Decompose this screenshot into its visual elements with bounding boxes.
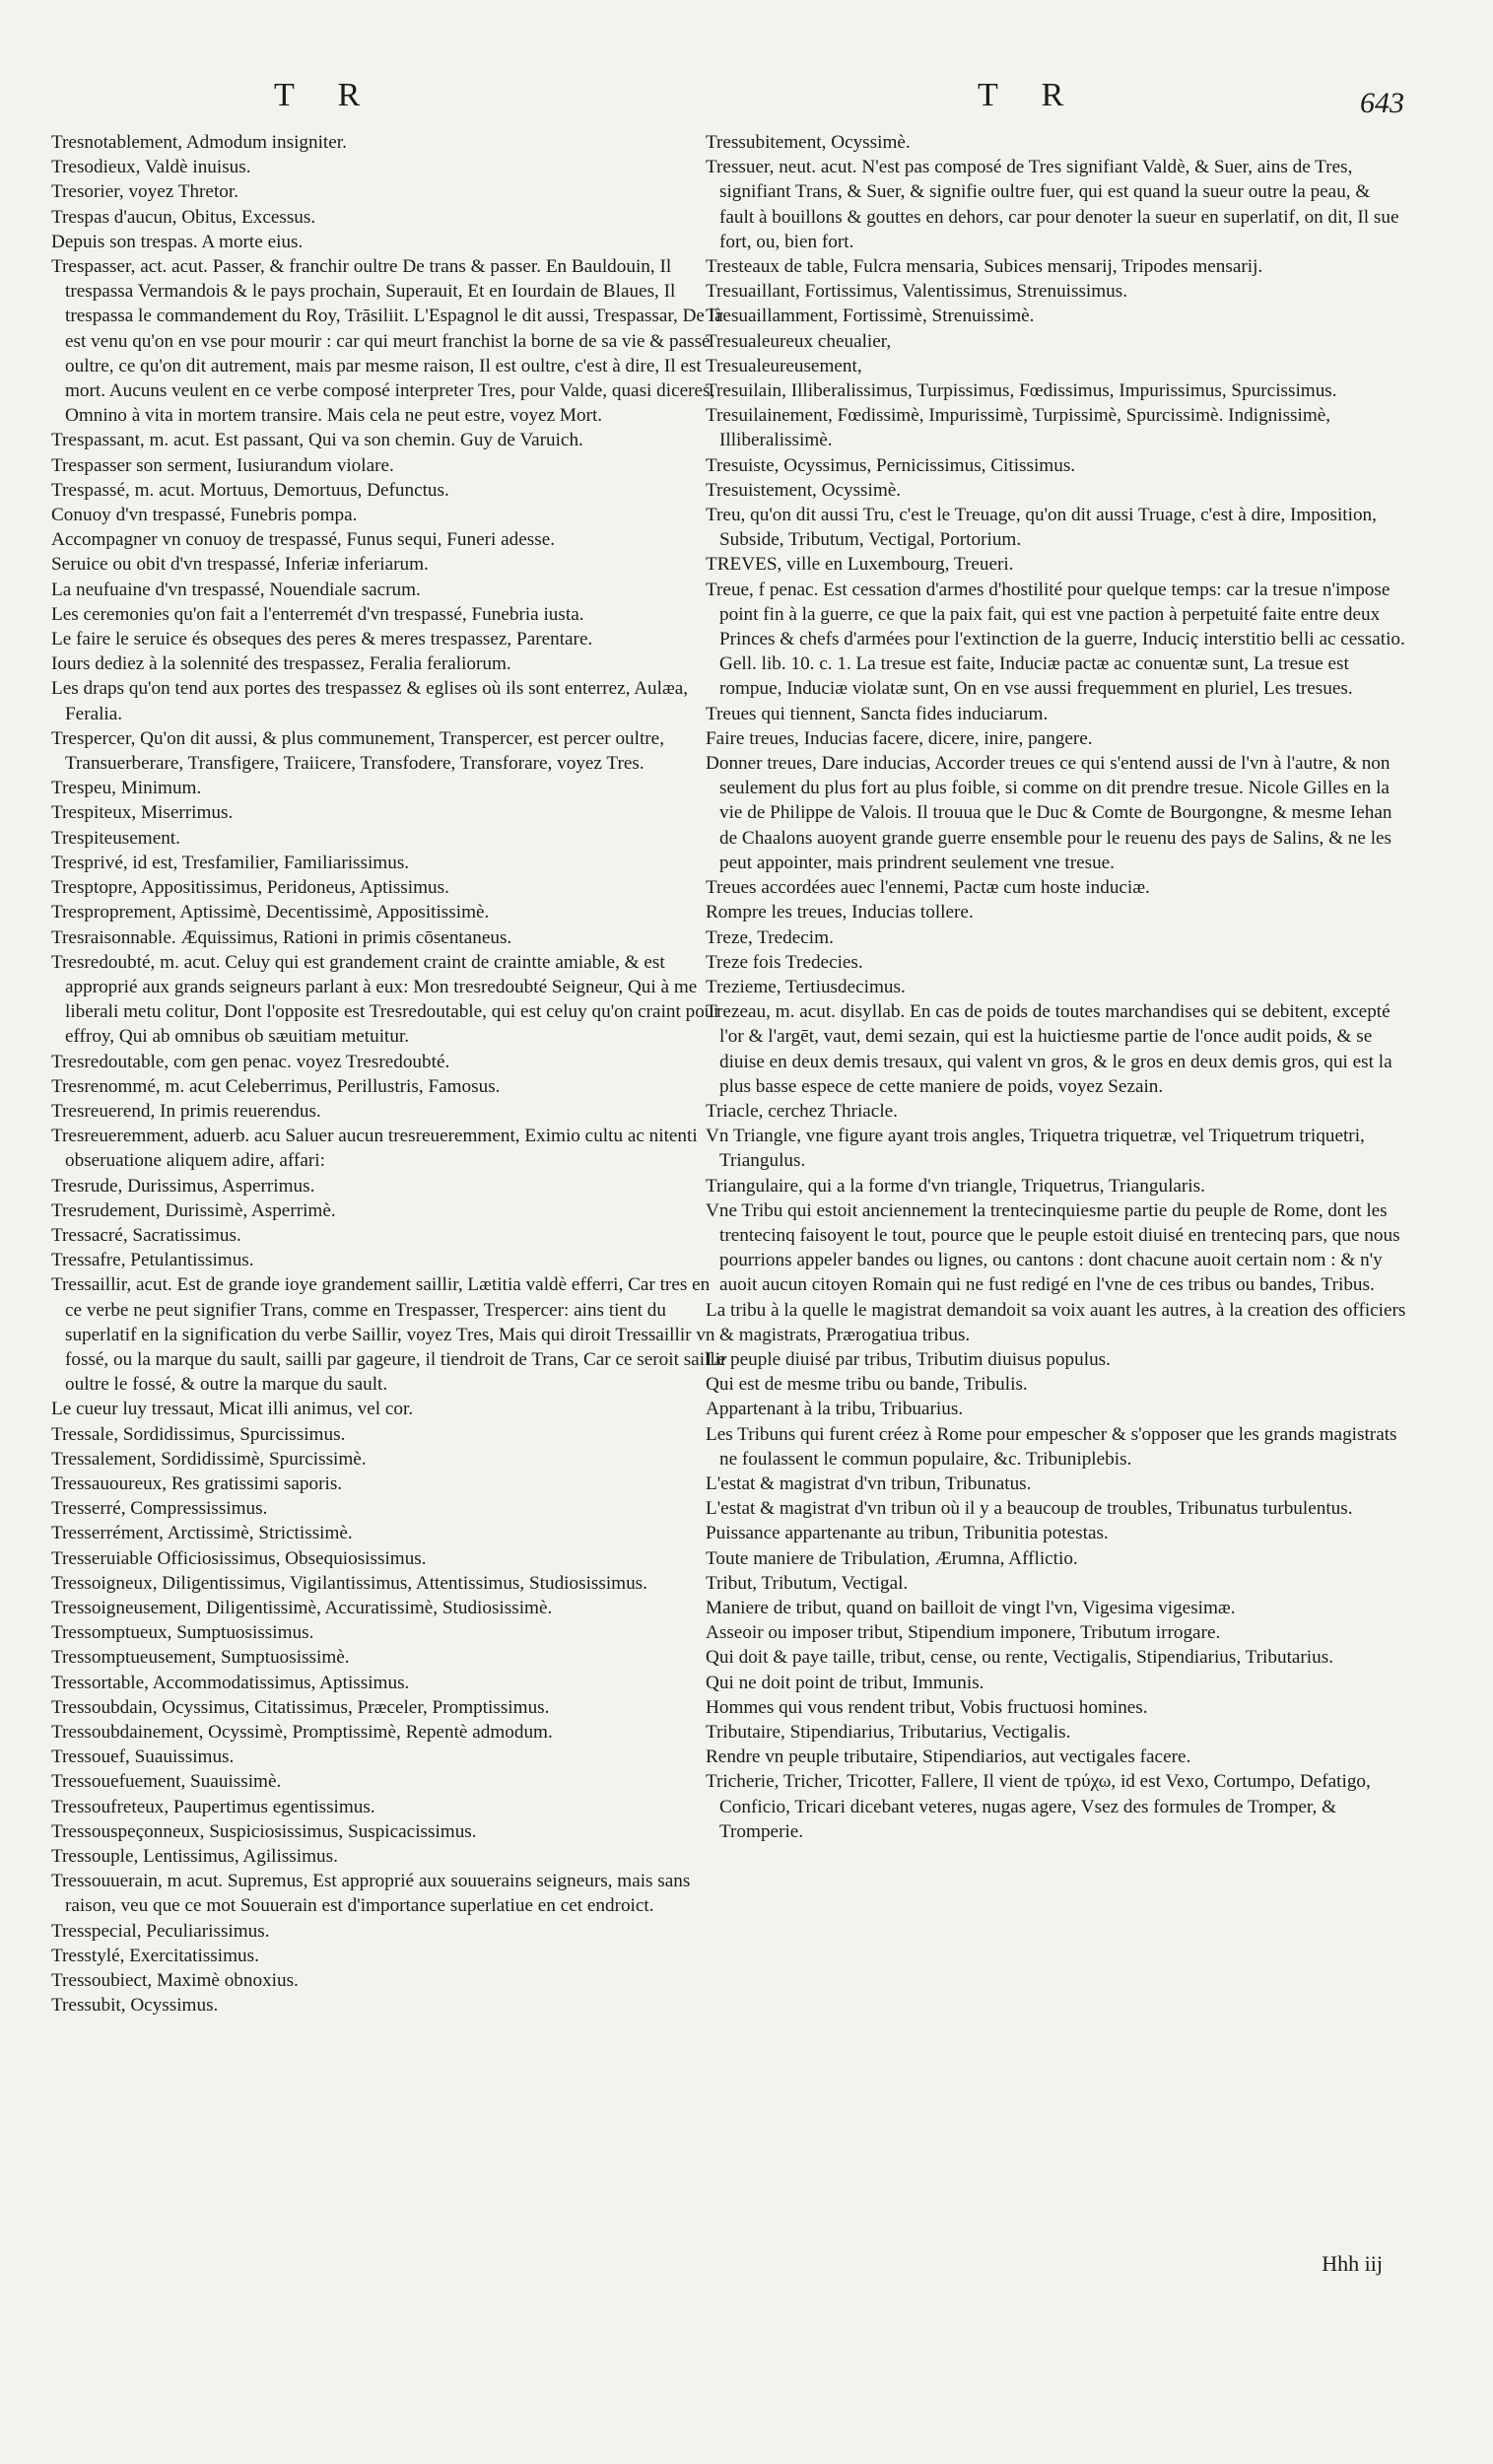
dictionary-entry	[706, 279, 1407, 304]
dictionary-entry	[51, 1447, 731, 1472]
dictionary-entry	[51, 130, 731, 155]
entry-text: Tressauoureux, Res gratissimi saporis.	[51, 1472, 343, 1494]
dictionary-entry	[706, 1174, 1407, 1198]
entry-text: Depuis son trespas. A morte eius.	[51, 231, 304, 252]
entry-text: Tresreuerend, In primis reuerendus.	[51, 1100, 321, 1122]
entry-text: Tresstylé, Exercitatissimus.	[51, 1945, 259, 1966]
entry-text: Tresreueremment, aduerb. acu Saluer aucun tresreueremment, Eximio cultu ac nitenti obseruatione aliquem adire, affari:	[51, 1126, 698, 1172]
dictionary-entry	[51, 503, 731, 527]
dictionary-entry	[51, 1993, 731, 2018]
dictionary-entry	[706, 1620, 1407, 1645]
dictionary-entry	[51, 1472, 731, 1496]
entry-text: Trespeu, Minimum.	[51, 778, 202, 799]
dictionary-entry	[51, 1223, 731, 1248]
dictionary-entry	[706, 1521, 1407, 1545]
entry-text: TREVES, ville en Luxembourg, Treueri.	[706, 554, 1014, 576]
dictionary-entry	[51, 875, 731, 900]
entry-text: Treu, qu'on dit aussi Tru, c'est le Treuage, qu'on dit aussi Truage, c'est à dire, Imposition, Subside, Tributum, Vectigal, Portorium.	[706, 505, 1377, 551]
entry-text: Le faire le seruice és obseques des peres & meres trespassez, Parentare.	[51, 629, 593, 650]
dictionary-entry	[706, 950, 1407, 975]
dictionary-entry	[51, 1272, 731, 1397]
dictionary-entry	[51, 1546, 731, 1571]
entry-text: La neufuaine d'vn trespassé, Nouendiale sacrum.	[51, 579, 421, 600]
entry-text: Tresuilainement, Fœdissimè, Impurissimè, Turpissimè, Spurcissimè. Indignissimè, Illiberalissimè.	[706, 405, 1331, 451]
dictionary-entry	[51, 627, 731, 651]
entry-text: Trezieme, Tertiusdecimus.	[706, 976, 906, 997]
dictionary-entry	[51, 1795, 731, 1819]
dictionary-entry	[51, 1571, 731, 1596]
dictionary-entry	[51, 1869, 731, 1918]
entry-text: Tressoigneux, Diligentissimus, Vigilantissimus, Attentissimus, Studiosissimus.	[51, 1572, 647, 1594]
entry-text: Triangulaire, qui a la forme d'vn triangle, Triquetrus, Triangularis.	[706, 1175, 1205, 1197]
entry-text: Tresorier, voyez Thretor.	[51, 181, 238, 203]
entry-text: Tressubitement, Ocyssimè.	[706, 132, 911, 153]
dictionary-entry	[706, 453, 1407, 478]
dictionary-entry	[51, 453, 731, 478]
entry-text: Tressomptueux, Sumptuosissimus.	[51, 1622, 314, 1644]
entry-text: Tresuaillamment, Fortissimè, Strenuissimè.	[706, 306, 1035, 327]
entry-text: Tresteaux de table, Fulcra mensaria, Subices mensarij, Tripodes mensarij.	[706, 256, 1263, 278]
dictionary-entry	[706, 578, 1407, 702]
entry-text: Puissance appartenante au tribun, Tribunitia potestas.	[706, 1523, 1109, 1544]
entry-text: Tribut, Tributum, Vectigal.	[706, 1572, 909, 1594]
entry-text: Appartenant à la tribu, Tribuarius.	[706, 1399, 964, 1420]
entry-text: Qui doit & paye taille, tribut, cense, ou rente, Vectigalis, Stipendiarius, Tributarius.	[706, 1647, 1333, 1669]
dictionary-entry	[51, 552, 731, 577]
entry-text: Tressouuerain, m acut. Supremus, Est approprié aux souuerains seigneurs, mais sans raison, veu que ce mot Souuerain est d'importance superlatiue en cet endroict.	[51, 1871, 691, 1917]
entry-text: Donner treues, Dare inducias, Accorder treues ce qui s'entend aussi de l'vn à l'autre, & non seulement du plus fort au plus foible, si comme on dit prendre tresue. Nicole Gilles en la vie de Philippe de Valois. Il trouua que le Duc & Comte de Bourgongne, & mesme Iehan de Chaalons auoyent grande guerre ensemble pour le reuenu des pays de Salins, & ne les peut appointer, mais prindrent seulement vne tresue.	[706, 753, 1392, 873]
dictionary-entry	[51, 726, 731, 776]
dictionary-entry	[51, 925, 731, 950]
entry-text: Tressoubdain, Ocyssimus, Citatissimus, Præceler, Promptissimus.	[51, 1696, 550, 1718]
dictionary-entry	[706, 155, 1407, 254]
entry-text: Tresuilain, Illiberalissimus, Turpissimus, Fœdissimus, Impurissimus, Spurcissimus.	[706, 380, 1337, 402]
dictionary-entry	[51, 1769, 731, 1794]
dictionary-entry	[51, 1919, 731, 1944]
dictionary-entry	[51, 1050, 731, 1074]
dictionary-entry	[706, 751, 1407, 875]
dictionary-entry	[51, 1695, 731, 1720]
dictionary-entry	[51, 826, 731, 851]
entry-text: Tresspecial, Peculiarissimus.	[51, 1920, 270, 1942]
dictionary-entry	[51, 776, 731, 800]
entry-text: Trespas d'aucun, Obitus, Excessus.	[51, 206, 316, 228]
entry-text: Hommes qui vous rendent tribut, Vobis fructuosi homines.	[706, 1696, 1148, 1718]
dictionary-entry	[51, 1596, 731, 1620]
signature-mark: Hhh iij	[1322, 2251, 1383, 2276]
dictionary-entry	[51, 676, 731, 725]
entry-text: Tresualeureusement,	[706, 355, 862, 376]
entry-text: Trespiteusement.	[51, 827, 180, 849]
dictionary-entry	[51, 527, 731, 552]
entry-text: Tressalement, Sordidissimè, Spurcissimè.	[51, 1448, 367, 1470]
dictionary-entry	[51, 1745, 731, 1769]
entry-text: Tressouple, Lentissimus, Agilissimus.	[51, 1846, 338, 1868]
dictionary-entry	[706, 478, 1407, 503]
dictionary-entry	[51, 651, 731, 676]
entry-text: Trezeau, m. acut. disyllab. En cas de poids de toutes marchandises qui se debitent, excepté l'or & l'argēt, vaut, demi sezain, qui est la huictiesme partie de l'once audit poids, & se diuise en deux demis tresaux, qui valent vn gros, & le gros en deux demis gros, qui est la plus basse espece de cette maniere de poids, voyez Sezain.	[706, 1001, 1392, 1097]
page-number: 643	[1360, 87, 1404, 119]
entry-text: Seruice ou obit d'vn trespassé, Inferiæ inferiarum.	[51, 554, 429, 576]
dictionary-entry	[51, 578, 731, 602]
entry-text: Accompagner vn conuoy de trespassé, Funus sequi, Funeri adesse.	[51, 529, 556, 551]
entry-text: Le peuple diuisé par tribus, Tributim diuisus populus.	[706, 1348, 1111, 1370]
entry-text: Tricherie, Tricher, Tricotter, Fallere, Il vient de τρύχω, id est Vexo, Cortumpo, Defatigo, Conficio, Tricari dicebant veteres, nugas agere, Vsez des formules de Tromper, & Tromperie.	[706, 1771, 1371, 1842]
entry-text: Trespiteux, Miserrimus.	[51, 802, 234, 824]
entry-text: Tressacré, Sacratissimus.	[51, 1224, 241, 1246]
dictionary-entry	[706, 1571, 1407, 1596]
dictionary-entry	[706, 1298, 1407, 1347]
entry-text: Maniere de tribut, quand on bailloit de vingt l'vn, Vigesima vigesimæ.	[706, 1597, 1236, 1618]
entry-text: Asseoir ou imposer tribut, Stipendium imponere, Tributum irrogare.	[706, 1622, 1221, 1644]
dictionary-entry	[51, 950, 731, 1050]
entry-text: Tressale, Sordidissimus, Spurcissimus.	[51, 1423, 346, 1445]
dictionary-entry	[51, 1124, 731, 1173]
entry-text: Tresseruiable Officiosissimus, Obsequiosissimus.	[51, 1547, 427, 1569]
dictionary-entry	[51, 428, 731, 452]
dictionary-entry	[51, 900, 731, 924]
entry-text: Tresserré, Compressissimus.	[51, 1498, 268, 1520]
entry-text: Trespercer, Qu'on dit aussi, & plus communement, Transpercer, est percer oultre, Transuerberare, Transfigere, Traiicere, Transfodere, Transforare, voyez Tres.	[51, 727, 664, 775]
dictionary-entry	[51, 1844, 731, 1869]
entry-text: Treues accordées auec l'ennemi, Pactæ cum hoste induciæ.	[706, 877, 1150, 899]
dictionary-entry	[706, 1695, 1407, 1720]
dictionary-entry	[51, 1422, 731, 1447]
entry-text: Conuoy d'vn trespassé, Funebris pompa.	[51, 505, 358, 526]
dictionary-entry	[51, 1819, 731, 1844]
entry-text: Tressaillir, acut. Est de grande ioye grandement saillir, Lætitia valdè efferri, Car tres en ce verbe ne peut signifier Trans, comme en Trespasser, Trespercer: ains tient du superlatif en la signification du verbe Saillir, voyez Tres, Mais qui diroit Tressaillir vn fossé, ou la marque du sault, sailli par gageure, il tiendroit de Trans, Car ce seroit saillir oultre le fossé, & outre la marque du sault.	[51, 1274, 727, 1396]
dictionary-entry	[51, 1944, 731, 1968]
entry-text: Tresserrément, Arctissimè, Strictissimè.	[51, 1523, 353, 1544]
dictionary-entry	[706, 552, 1407, 577]
entry-text: Faire treues, Inducias facere, dicere, inire, pangere.	[706, 727, 1093, 749]
entry-text: Tressortable, Accommodatissimus, Aptissimus.	[51, 1672, 410, 1693]
entry-text: Tressoufreteux, Paupertimus egentissimus.	[51, 1796, 375, 1817]
entry-text: Tributaire, Stipendiarius, Tributarius, Vectigalis.	[706, 1722, 1071, 1743]
dictionary-entry	[706, 1099, 1407, 1124]
dictionary-entry	[706, 254, 1407, 279]
dictionary-entry	[706, 130, 1407, 155]
entry-text: Tresrenommé, m. acut Celeberrimus, Perillustris, Famosus.	[51, 1075, 501, 1097]
dictionary-entry	[706, 1720, 1407, 1745]
dictionary-entry	[706, 1645, 1407, 1670]
entry-text: Tresredoubté, m. acut. Celuy qui est grandement craint de craintte amiable, & est approprié aux grands seigneurs parlant à eux: Mon tresredoubté Seigneur, Qui à me liberali metu colitur, Dont l'opposite est Tresredoutable, qui est celuy qu'on craint pour effroy, Qui ab omnibus ob sæuitiam metuitur.	[51, 951, 720, 1048]
entry-text: Qui ne doit point de tribut, Immunis.	[706, 1672, 984, 1693]
dictionary-entry	[706, 1671, 1407, 1695]
dictionary-entry	[51, 851, 731, 875]
entry-text: Tresuistement, Ocyssimè.	[706, 479, 902, 501]
entry-text: Tresredoutable, com gen penac. voyez Tresredoubté.	[51, 1051, 450, 1072]
dictionary-entry	[706, 702, 1407, 726]
entry-text: Tresraisonnable. Æquissimus, Rationi in primis cōsentaneus.	[51, 926, 512, 948]
dictionary-entry	[706, 1422, 1407, 1472]
dictionary-entry	[706, 726, 1407, 751]
entry-text: Les Tribuns qui furent créez à Rome pour empescher & s'opposer que les grands magistrats ne foulassent le commun populaire, &c. Tribuniplebis.	[706, 1423, 1397, 1470]
entry-text: Tressafre, Petulantissimus.	[51, 1250, 254, 1271]
entry-text: Tressoubdainement, Ocyssimè, Promptissimè, Repentè admodum.	[51, 1722, 553, 1743]
dictionary-entry	[51, 1198, 731, 1223]
entry-text: Tresrudement, Durissimè, Asperrimè.	[51, 1199, 336, 1221]
dictionary-entry	[51, 1720, 731, 1745]
entry-text: L'estat & magistrat d'vn tribun, Tribunatus.	[706, 1472, 1032, 1494]
dictionary-entry	[706, 875, 1407, 900]
entry-text: Tresproprement, Aptissimè, Decentissimè, Appositissimè.	[51, 902, 490, 924]
entry-text: Tressouef, Suauissimus.	[51, 1746, 235, 1768]
dictionary-entry	[706, 378, 1407, 403]
entry-text: Vn Triangle, vne figure ayant trois angles, Triquetra triquetræ, vel Triquetrum triquetri, Triangulus.	[706, 1126, 1365, 1172]
entry-text: Treue, f penac. Est cessation d'armes d'hostilité pour quelque temps: car la tresue n'impose point fin à la guerre, ce que la paix fait, qui est vne paction à perpetuité faite entre deux Princes & chefs d'armées pour l'extinction de la guerre, Induciç interstitio belli ac cessatio. Gell. lib. 10. c. 1. La tresue est faite, Induciæ pactæ ac conuentæ sunt, La tresue est rompue, Induciæ violatæ sunt, On en vse aussi frequemment en pluriel, Les tresues.	[706, 579, 1405, 700]
entry-text: Tressubit, Ocyssimus.	[51, 1995, 219, 2017]
entry-text: Tresnotablement, Admodum insigniter.	[51, 132, 347, 153]
dictionary-entry	[51, 602, 731, 627]
entry-text: Qui est de mesme tribu ou bande, Tribulis.	[706, 1374, 1028, 1396]
dictionary-entry	[706, 329, 1407, 354]
entry-text: Tresuiste, Ocyssimus, Pernicissimus, Citissimus.	[706, 454, 1076, 476]
entry-text: Tressouspeçonneux, Suspiciosissimus, Suspicacissimus.	[51, 1820, 477, 1842]
dictionary-entry	[706, 1596, 1407, 1620]
dictionary-entry	[706, 503, 1407, 552]
entry-text: Tresrude, Durissimus, Asperrimus.	[51, 1175, 315, 1197]
dictionary-entry	[706, 1397, 1407, 1421]
dictionary-entry	[706, 1347, 1407, 1372]
right-running-head: T R	[978, 77, 1082, 113]
dictionary-entry	[706, 1546, 1407, 1571]
entry-text: Tresodieux, Valdè inuisus.	[51, 157, 251, 178]
entry-text: Les ceremonies qu'on fait a l'enterremét d'vn trespassé, Funebria iusta.	[51, 603, 584, 625]
entry-text: Treze fois Tredecies.	[706, 951, 863, 973]
dictionary-entry	[706, 999, 1407, 1099]
entry-text: La tribu à la quelle le magistrat demandoit sa voix auant les autres, à la creation des officiers & magistrats, Prærogatiua tribus.	[706, 1299, 1406, 1345]
dictionary-entry	[51, 1496, 731, 1521]
left-running-head: T R	[274, 77, 378, 113]
dictionary-entry	[51, 1074, 731, 1099]
entry-text: Tressomptueusement, Sumptuosissimè.	[51, 1647, 350, 1669]
dictionary-entry	[51, 1397, 731, 1421]
dictionary-entry	[51, 254, 731, 428]
dictionary-entry	[706, 1496, 1407, 1521]
dictionary-entry	[51, 1645, 731, 1670]
dictionary-entry	[51, 478, 731, 503]
left-column	[51, 130, 731, 2018]
entry-text: Treze, Tredecim.	[706, 926, 834, 948]
entry-text: Trespasser, act. acut. Passer, & franchir oultre De trans & passer. En Bauldouin, Il trespassa Vermandois & le pays prochain, Superauit, Et en Iourdain de Blaues, Il trespassa le commandement du Roy, Trāsiliit. L'Espagnol le dit aussi, Trespassar, De là est venu qu'on en vse pour mourir : car qui meurt franchist la borne de sa vie & passe oultre, ce qu'on dit autrement, mais par mesme raison, Il est oultre, c'est à dire, Il est mort. Aucuns veulent en ce verbe composé interpreter Tres, pour Valde, quasi diceres, Omnino à vita in mortem transire. Mais cela ne peut estre, voyez Mort.	[51, 256, 723, 427]
dictionary-entry	[706, 975, 1407, 999]
entry-text: Tressoubiect, Maximè obnoxius.	[51, 1970, 299, 1992]
entry-text: Tressuer, neut. acut. N'est pas composé de Tres signifiant Valdè, & Suer, ains de Tres, signifiant Trans, & Suer, & signifie oultre fuer, qui est quand la sueur outre la peau, & fault à bouillons & gouttes en dehors, car pour denoter la sueur en superlatif, on dit, Il sue fort, ou, bien fort.	[706, 157, 1399, 252]
dictionary-entry	[706, 1745, 1407, 1769]
entry-text: Le cueur luy tressaut, Micat illi animus, vel cor.	[51, 1399, 414, 1420]
entry-text: Trespasser son serment, Iusiurandum violare.	[51, 454, 394, 476]
dictionary-entry	[706, 1124, 1407, 1173]
dictionary-entry	[706, 1198, 1407, 1298]
dictionary-entry	[706, 925, 1407, 950]
dictionary-entry	[51, 1968, 731, 1993]
dictionary-entry	[51, 1174, 731, 1198]
dictionary-entry	[51, 155, 731, 179]
dictionary-entry	[706, 1372, 1407, 1397]
dictionary-entry	[51, 1099, 731, 1124]
entry-text: Tressoigneusement, Diligentissimè, Accuratissimè, Studiosissimè.	[51, 1597, 553, 1618]
dictionary-entry	[51, 179, 731, 204]
dictionary-entry	[51, 1248, 731, 1272]
entry-text: Trespassant, m. acut. Est passant, Qui va son chemin. Guy de Varuich.	[51, 430, 583, 451]
dictionary-entry	[706, 304, 1407, 328]
entry-text: Treues qui tiennent, Sancta fides induciarum.	[706, 703, 1049, 724]
entry-text: Tresptopre, Appositissimus, Peridoneus, Aptissimus.	[51, 877, 449, 899]
dictionary-entry	[706, 1472, 1407, 1496]
entry-text: Tresualeureux cheualier,	[706, 330, 892, 352]
dictionary-entry	[51, 1620, 731, 1645]
dictionary-entry	[51, 800, 731, 825]
entry-text: Trespassé, m. acut. Mortuus, Demortuus, Defunctus.	[51, 479, 449, 501]
dictionary-entry	[706, 900, 1407, 924]
entry-text: Toute maniere de Tribulation, Ærumna, Afflictio.	[706, 1547, 1078, 1569]
dictionary-entry	[51, 205, 731, 230]
right-column	[706, 130, 1407, 1844]
entry-text: Les draps qu'on tend aux portes des trespassez & eglises où ils sont enterrez, Aulæa, Feralia.	[51, 678, 689, 724]
entry-text: Rompre les treues, Inducias tollere.	[706, 902, 974, 924]
entry-text: L'estat & magistrat d'vn tribun où il y a beaucoup de troubles, Tribunatus turbulentus.	[706, 1498, 1353, 1520]
dictionary-entry	[51, 1671, 731, 1695]
dictionary-entry	[51, 230, 731, 254]
dictionary-entry	[706, 403, 1407, 452]
entry-text: Vne Tribu qui estoit anciennement la trentecinquiesme partie du peuple de Rome, dont les trentecinq faisoyent le tout, pource que le peuple estoit diuisé en trentecinq pars, que nous pourrions appeler bandes ou lignes, ou cantons : dont chacune auoit certain nom : & n'y auoit aucun citoyen Romain qui ne fust redigé en l'vne de ces tribus ou bandes, Tribus.	[706, 1199, 1400, 1296]
dictionary-entry	[706, 354, 1407, 378]
entry-text: Tresprivé, id est, Tresfamilier, Familiarissimus.	[51, 852, 410, 873]
entry-text: Rendre vn peuple tributaire, Stipendiarios, aut vectigales facere.	[706, 1746, 1191, 1768]
entry-text: Iours dediez à la solennité des trespassez, Feralia feraliorum.	[51, 653, 511, 675]
entry-text: Triacle, cerchez Thriacle.	[706, 1100, 898, 1122]
dictionary-entry	[51, 1521, 731, 1545]
entry-text: Tresuaillant, Fortissimus, Valentissimus, Strenuissimus.	[706, 281, 1128, 303]
dictionary-entry	[706, 1769, 1407, 1844]
entry-text: Tressouefuement, Suauissimè.	[51, 1771, 282, 1793]
